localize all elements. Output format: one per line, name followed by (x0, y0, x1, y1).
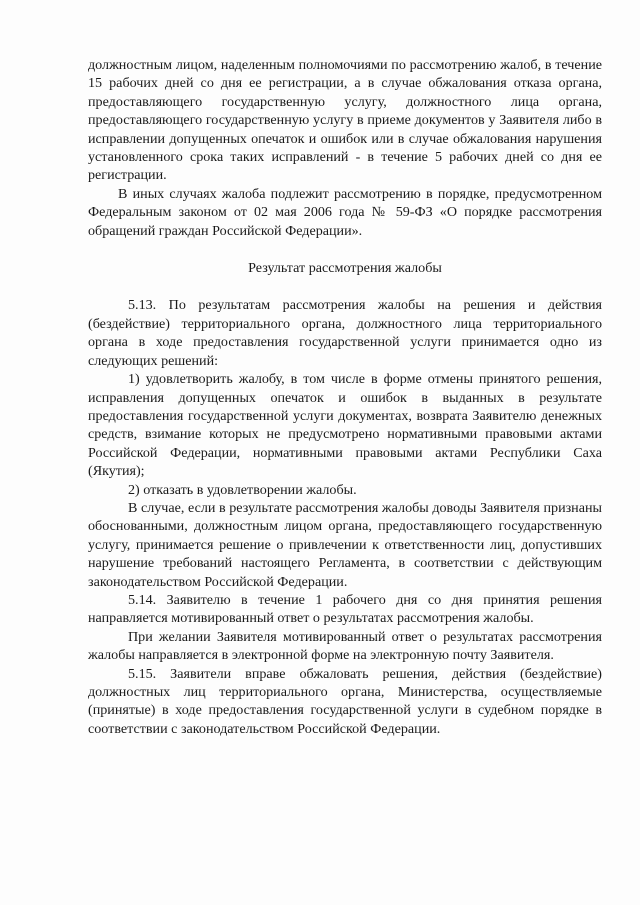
paragraph-5-14: 5.14. Заявителю в течение 1 рабочего дня со дня принятия решения направляется мотивированный ответ о результатах рассмотрения жалобы. (88, 591, 602, 627)
paragraph-other-cases: В иных случаях жалоба подлежит рассмотрению в порядке, предусмотренном Федеральным законом от 02 мая 2006 года № 59-ФЗ «О порядке рассмотрения обращений граждан Российской Федерации». (88, 185, 602, 239)
paragraph-review-deadlines: должностным лицом, наделенным полномочиями по рассмотрению жалоб, в течение 15 рабочих дней со дня ее регистрации, а в случае обжалования отказа органа, предоставляющего государственную услугу, должностного лица органа, предоставляющего государственную услугу в приеме документов у Заявителя либо в исправлении допущенных опечаток и ошибок или в случае обжалования нарушения установленного срока таких исправлений - в течение 5 рабочих дней со дня ее регистрации. (88, 57, 602, 184)
paragraph-liability: В случае, если в результате рассмотрения жалобы доводы Заявителя признаны обоснованными, должностным лицом органа, предоставляющего государственную услугу, принимается решение о привлечении к ответственности лиц, допустивших нарушение требований настоящего Регламента, в соответствии с действующим законодательством Российской Федерации. (88, 499, 602, 590)
document-body (88, 56, 602, 738)
section-heading: Результат рассмотрения жалобы (248, 260, 442, 277)
paragraph-decision-2: 2) отказать в удовлетворении жалобы. (128, 481, 357, 498)
paragraph-decision-1: 1) удовлетворить жалобу, в том числе в форме отмены принятого решения, исправления допущенных опечаток и ошибок в выданных в результате предоставления государственной услуги документах, возврата Заявителю денежных средств, взимание которых не предусмотрено нормативными правовыми актами Российской Федерации, нормативными правовыми актами Республики Саха (Якутия); (88, 371, 602, 480)
paragraph-5-13: 5.13. По результатам рассмотрения жалобы на решения и действия (бездействие) территориального органа, должностного лица территориального органа в ходе предоставления государственной услуги принимается одно из следующих решений: (88, 297, 602, 369)
paragraph-5-15: 5.15. Заявители вправе обжаловать решения, действия (бездействие) должностных лиц территориального органа, Министерства, осуществляемые (принятые) в ходе предоставления государственной услуги в судебном порядке в соответствии с законодательством Российской Федерации. (88, 665, 602, 737)
paragraph-electronic-reply: При желании Заявителя мотивированный ответ о результатах рассмотрения жалобы направляется в электронной форме на электронную почту Заявителя. (88, 628, 602, 664)
